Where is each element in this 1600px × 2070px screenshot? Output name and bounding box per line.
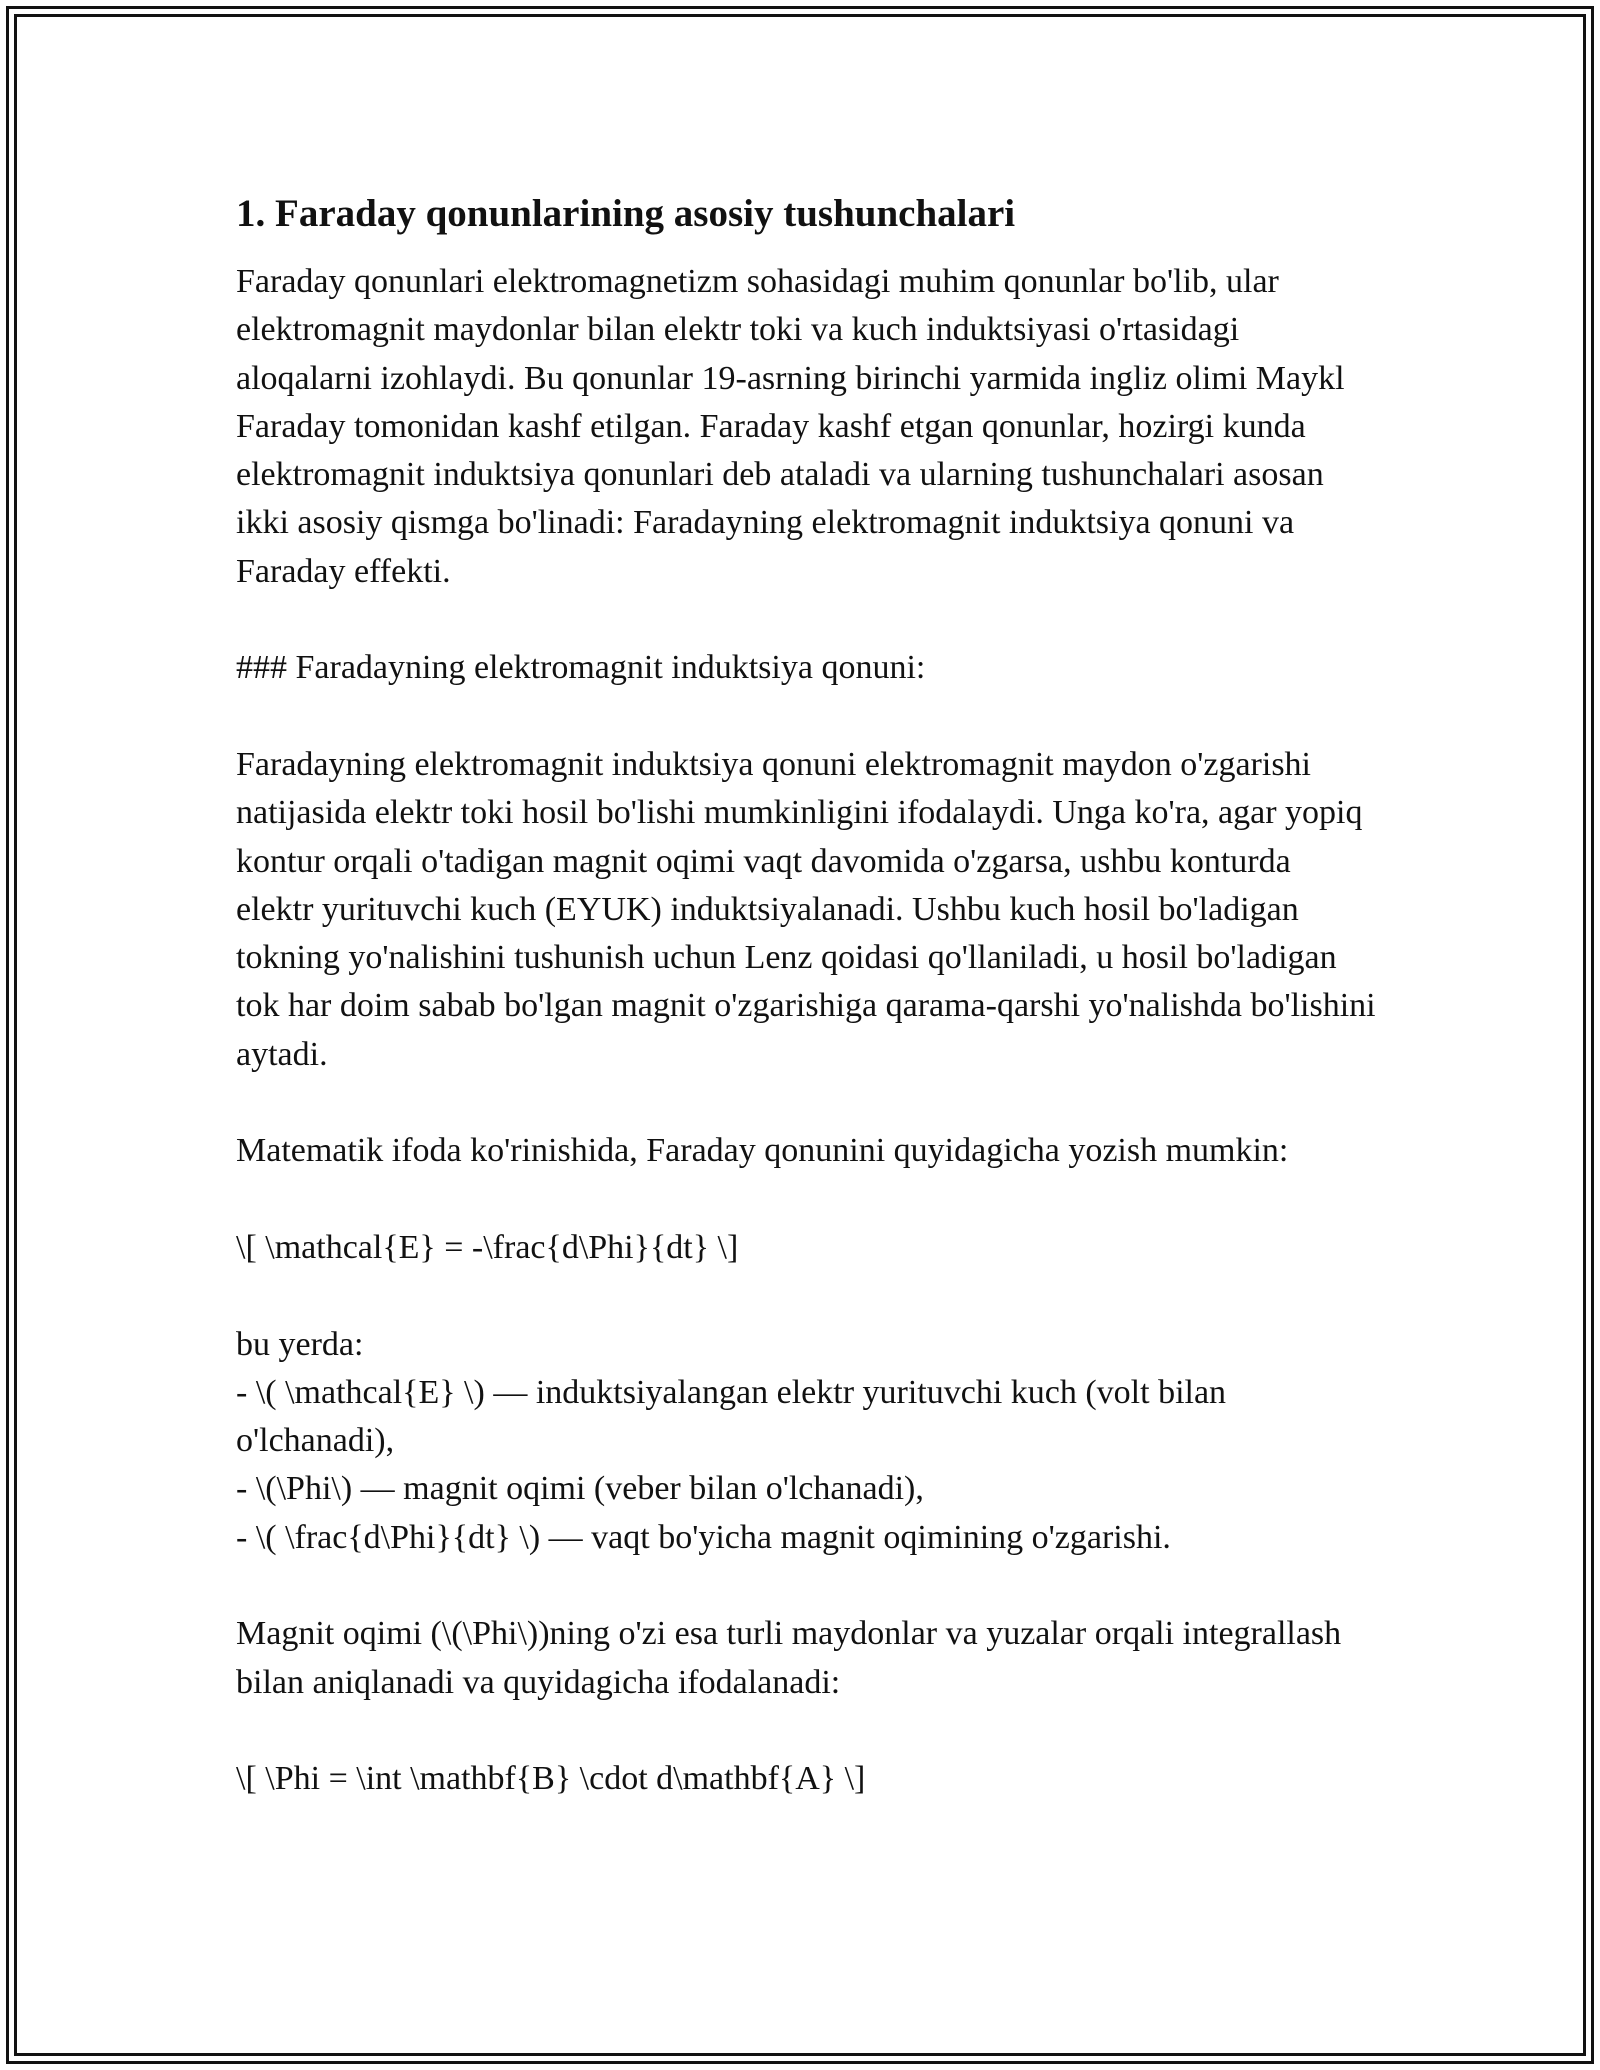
where-label: bu yerda: [236,1325,364,1363]
document-body [236,186,1376,1804]
formula-flux: \[ \Phi = \int \mathbf{B} \cdot d\mathbf{A} \] [236,1760,866,1798]
definition-flux: - \(\Phi\) — magnit oqimi (veber bilan o'lchanadi), [236,1470,924,1508]
subheading: ### Faradayning elektromagnit induktsiya qonuni: [236,649,926,687]
flux-paragraph: Magnit oqimi (\(\Phi\))ning o'zi esa turli maydonlar va yuzalar orqali integrallash bilan aniqlanadi va quyidagicha ifodalanadi: [236,1615,1342,1701]
section-title: 1. Faraday qonunlarining asosiy tushunchalari [236,192,1016,235]
definition-rate: - \( \frac{d\Phi}{dt} \) — vaqt bo'yicha magnit oqimining o'zgarishi. [236,1518,1171,1556]
law-paragraph: Faradayning elektromagnit induktsiya qonuni elektromagnit maydon o'zgarishi natijasida elektr toki hosil bo'lishi mumkinligini ifodalaydi. Unga ko'ra, agar yopiq kontur orqali o'tadigan magnit oqimi vaqt davomida o'zgarsa, ushbu konturda elektr yurituvchi kuch (EYUK) induktsiyalanadi. Ushbu kuch hosil bo'ladigan tokning yo'nalishini tushunish uchun Lenz qoidasi qo'llaniladi, u hosil bo'ladigan tok har doim sabab bo'lgan magnit o'zgarishiga qarama-qarshi yo'nalishda bo'lishini aytadi. [236,745,1376,1073]
definition-emf: - \( \mathcal{E} \) — induktsiyalangan elektr yurituvchi kuch (volt bilan o'lchanadi), [236,1373,1227,1460]
formula-emf: \[ \mathcal{E} = -\frac{d\Phi}{dt} \] [236,1228,739,1266]
intro-paragraph: Faraday qonunlari elektromagnetizm sohasidagi muhim qonunlar bo'lib, ular elektromagnit maydonlar bilan elektr toki va kuch induktsiyasi o'rtasidagi aloqalarni izohlaydi. Bu qonunlar 19-asrning birinchi yarmida ingliz olimi Maykl Faraday tomonidan kashf etilgan. Faraday kashf etgan qonunlar, hozirgi kunda elektromagnit induktsiya qonunlari deb ataladi va ularning tushunchalari asosan ikki asosiy qismga bo'linadi: Faradayning elektromagnit induktsiya qonuni va Faraday effekti. [236,263,1345,590]
math-intro-paragraph: Matematik ifoda ko'rinishida, Faraday qonunini quyidagicha yozish mumkin: [236,1132,1289,1170]
